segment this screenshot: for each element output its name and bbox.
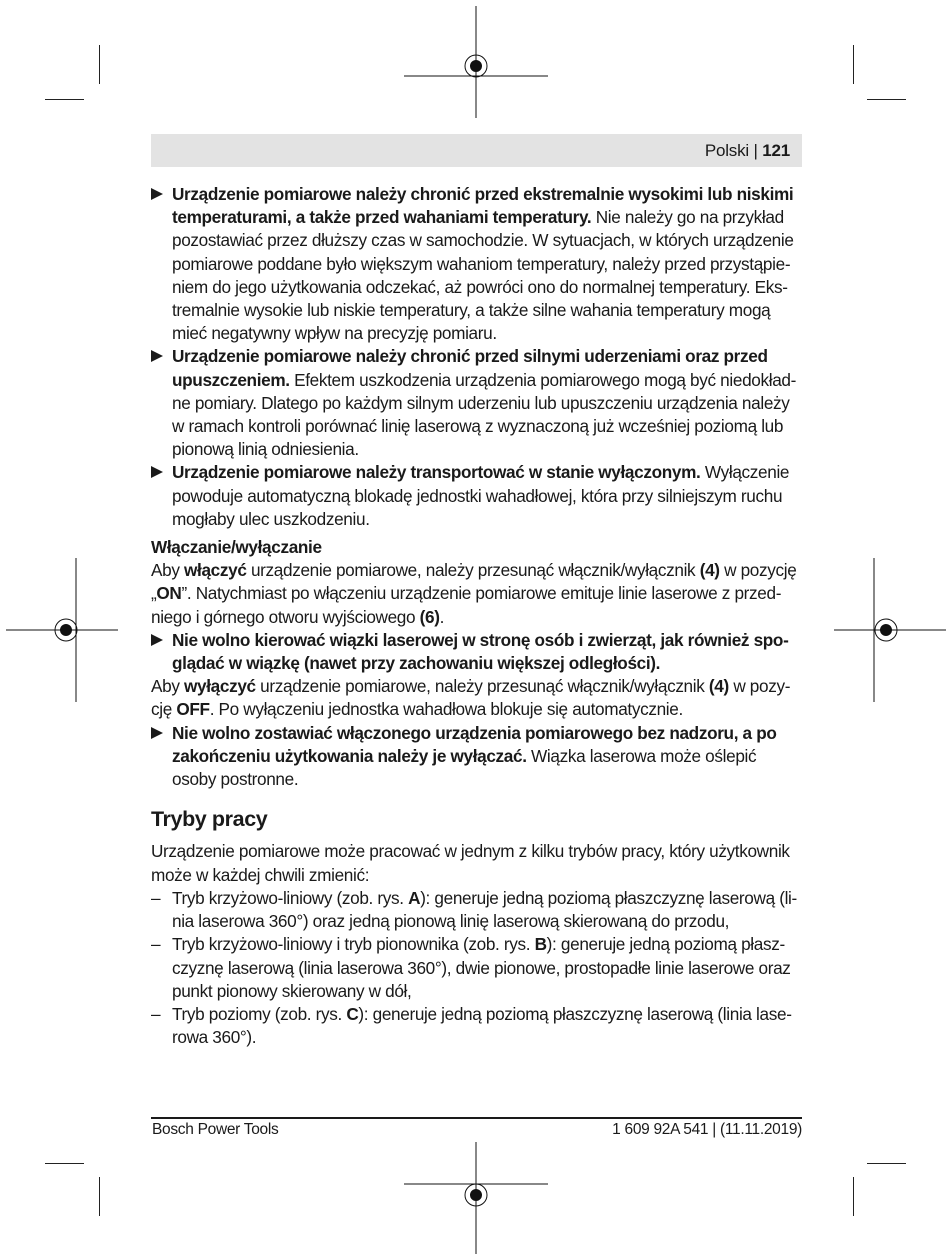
text-run: Tryb krzyżowo-liniowy (zob. rys. <box>172 887 409 908</box>
bold-run: OFF <box>176 699 210 720</box>
registration-mark-right <box>834 558 946 702</box>
page-body <box>151 183 803 1049</box>
paragraph-modes-intro: Urządzenie pomiarowe może pracować w jednym z kilku trybów pracy, który użytkownik może w każdej chwili zmienić: <box>151 841 790 885</box>
bold-run: wyłączyć <box>184 676 256 697</box>
bullet-text: Efektem uszkodzenia urządzenia pomiarowego mogą być niedokładne pomiary. Dlatego po każdym silnym uderzeniu lub upuszczeniu urządzenia należy w ramach kontroli porównać linię laserową z wyznaczoną już wcześniej poziomą lub pionową linią odniesienia. <box>172 369 797 460</box>
registration-mark-left <box>6 558 118 702</box>
bullet-arrow-icon <box>151 188 163 200</box>
text-run: . <box>439 606 445 627</box>
safety-bullet-unattended <box>151 722 803 792</box>
header-label <box>705 141 790 161</box>
paragraph-switch-on <box>151 559 803 629</box>
text-run: w pozycję „ <box>151 560 797 604</box>
footer-doc-id: 1 609 92A 541 | (11.11.2019) <box>612 1121 802 1138</box>
bullet-arrow-icon <box>151 727 163 739</box>
text-run: ): generuje jedną poziomą płaszczyznę laserową (linia laserowa 360°), dwie pionowe, prostopadłe linie laserowe oraz punkt pionowy skierowany w dół, <box>172 934 791 1001</box>
bold-run: włączyć <box>184 560 247 581</box>
bullet-bold: Nie wolno zostawiać włączonego urządzenia pomiarowego bez nadzoru, a po zakończeniu użytkowania należy je wyłączać. <box>172 722 777 766</box>
registration-mark-top <box>404 6 548 118</box>
text-run: Aby <box>151 560 184 581</box>
bullet-arrow-icon <box>151 634 163 646</box>
text-run: urządzenie pomiarowe, należy przesunąć włącznik/wyłącznik <box>255 676 709 697</box>
text-run: ): generuje jedną poziomą płaszczyznę laserową (linia laserowa 360°) oraz jedną pionową linię laserową skierowaną do przodu, <box>172 887 798 932</box>
text-run: Tryb krzyżowo-liniowy i tryb pionownika (zob. rys. <box>172 934 535 955</box>
text-run: Tryb poziomy (zob. rys. <box>172 1003 347 1024</box>
text-run: ”. Natychmiast po włączeniu urządzenie pomiarowe emituje linie laserowe z przedniego i górnego otworu wyjściowego <box>151 583 782 627</box>
bold-run: (4) <box>699 560 720 581</box>
safety-bullet-impact <box>151 345 803 461</box>
mode-list-item <box>151 933 803 1003</box>
figure-ref: A <box>408 887 421 908</box>
safety-bullet-laser-beam <box>151 629 803 675</box>
bullet-bold: Nie wolno kierować wiązki laserowej w stronę osób i zwierząt, jak również spoglądać w wiązkę (nawet przy zachowaniu większej odległości). <box>172 629 789 674</box>
bold-run: (4) <box>708 676 729 697</box>
mode-list-item <box>151 887 803 933</box>
mode-list-item <box>151 1003 803 1049</box>
header-separator: | <box>748 141 763 160</box>
bullet-bold: Urządzenie pomiarowe należy chronić przed ekstremalnie wysokimi lub niskimi temperaturami, a także przed wahaniami temperatury. <box>172 184 794 228</box>
bullet-text: Nie należy go na przykład pozostawiać przez dłuższy czas w samochodzie. W sytuacjach, w których urządzenie pomiarowe poddane było większym wahaniom temperatury, należy przed przystąpieniem do jego użytkowania odczekać, aż powróci ono do normalnej temperatury. Ekstremalnie wysokie lub niskie temperatury, a także silne wahania temperatury mogą mieć negatywny wpływ na precyzję pomiaru. <box>172 207 794 344</box>
page-header <box>151 134 802 167</box>
registration-mark-bottom <box>404 1142 548 1254</box>
bullet-text: Wiązka laserowa może oślepić osoby postronne. <box>172 745 757 790</box>
text-run: . Po wyłączeniu jednostka wahadłowa blokuje się automatycznie. <box>209 699 683 720</box>
safety-bullet-temperature <box>151 183 803 345</box>
header-language: Polski <box>704 141 749 160</box>
section-heading-modes: Tryby pracy <box>151 807 268 832</box>
dash-marker: – <box>151 1003 161 1024</box>
section-heading-onoff: Włączanie/wyłączanie <box>151 537 322 558</box>
bullet-arrow-icon <box>151 350 163 362</box>
footer-publisher: Bosch Power Tools <box>152 1121 279 1138</box>
figure-ref: C <box>346 1003 359 1024</box>
page-number: 121 <box>762 141 790 160</box>
paragraph-switch-off <box>151 675 803 721</box>
footer-rule <box>151 1117 802 1119</box>
bold-run: ON <box>156 583 182 604</box>
safety-bullet-transport <box>151 461 803 531</box>
dash-marker: – <box>151 934 161 955</box>
text-run: ): generuje jedną poziomą płaszczyznę laserową (linia laserowa 360°). <box>172 1003 792 1048</box>
text-run: urządzenie pomiarowe, należy przesunąć włącznik/wyłącznik <box>246 560 700 581</box>
bullet-bold: Urządzenie pomiarowe należy transportować w stanie wyłączonym. <box>172 462 701 483</box>
figure-ref: B <box>534 934 547 955</box>
bold-run: (6) <box>419 606 440 627</box>
dash-marker: – <box>151 887 161 908</box>
bullet-arrow-icon <box>151 466 163 478</box>
bullet-bold: Urządzenie pomiarowe należy chronić przed silnymi uderzeniami oraz przed upuszczeniem. <box>172 346 768 390</box>
text-run: Aby <box>151 676 184 697</box>
bullet-text: Wyłączenie powoduje automatyczną blokadę jednostki wahadłowej, która przy silniejszym ruchu mogłaby ulec uszkodzeniu. <box>172 462 790 529</box>
text-run: w pozycję <box>151 676 791 720</box>
